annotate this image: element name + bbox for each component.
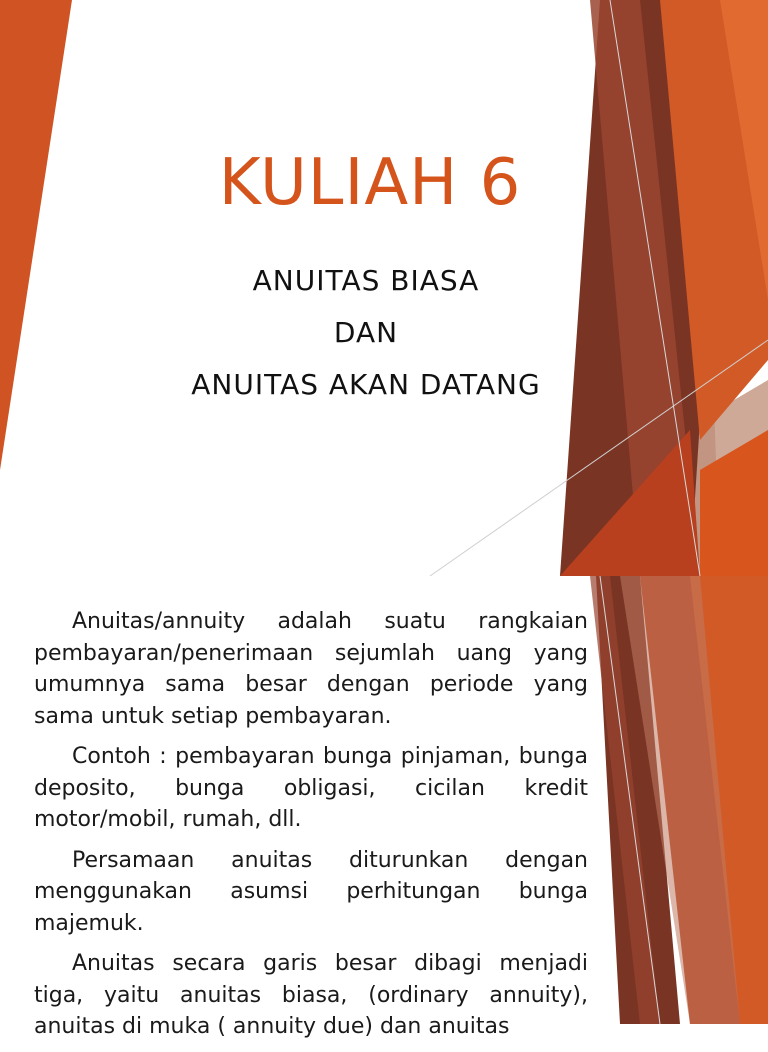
slide-body — [34, 606, 588, 1052]
subtitle-line-3: ANUITAS AKAN DATANG — [191, 368, 541, 401]
subtitle-line-2: DAN — [333, 316, 399, 349]
content-slide — [0, 576, 768, 1039]
paragraph-3: Persamaan anuitas diturunkan dengan menggunakan asumsi perhitungan bunga majemuk. — [34, 847, 588, 936]
paragraph-1: Anuitas/annuity adalah suatu rangkaian pembayaran/penerimaan sejumlah uang yang umumnya sama besar dengan periode yang sama untuk setiap pembayaran. — [34, 609, 588, 729]
subtitle-line-1: ANUITAS BIASA — [252, 264, 480, 297]
slide-title: KULIAH 6 — [218, 146, 522, 220]
paragraph-2: Contoh : pembayaran bunga pinjaman, bunga deposito, bunga obligasi, cicilan kredit motor/mobil, rumah, dll. — [34, 744, 588, 832]
paragraph-4: Anuitas secara garis besar dibagi menjadi tiga, yaitu anuitas biasa, (ordinary annuity), anuitas di muka ( annuity due) dan anuitas — [34, 951, 588, 1039]
slide-subtitle — [0, 255, 732, 411]
